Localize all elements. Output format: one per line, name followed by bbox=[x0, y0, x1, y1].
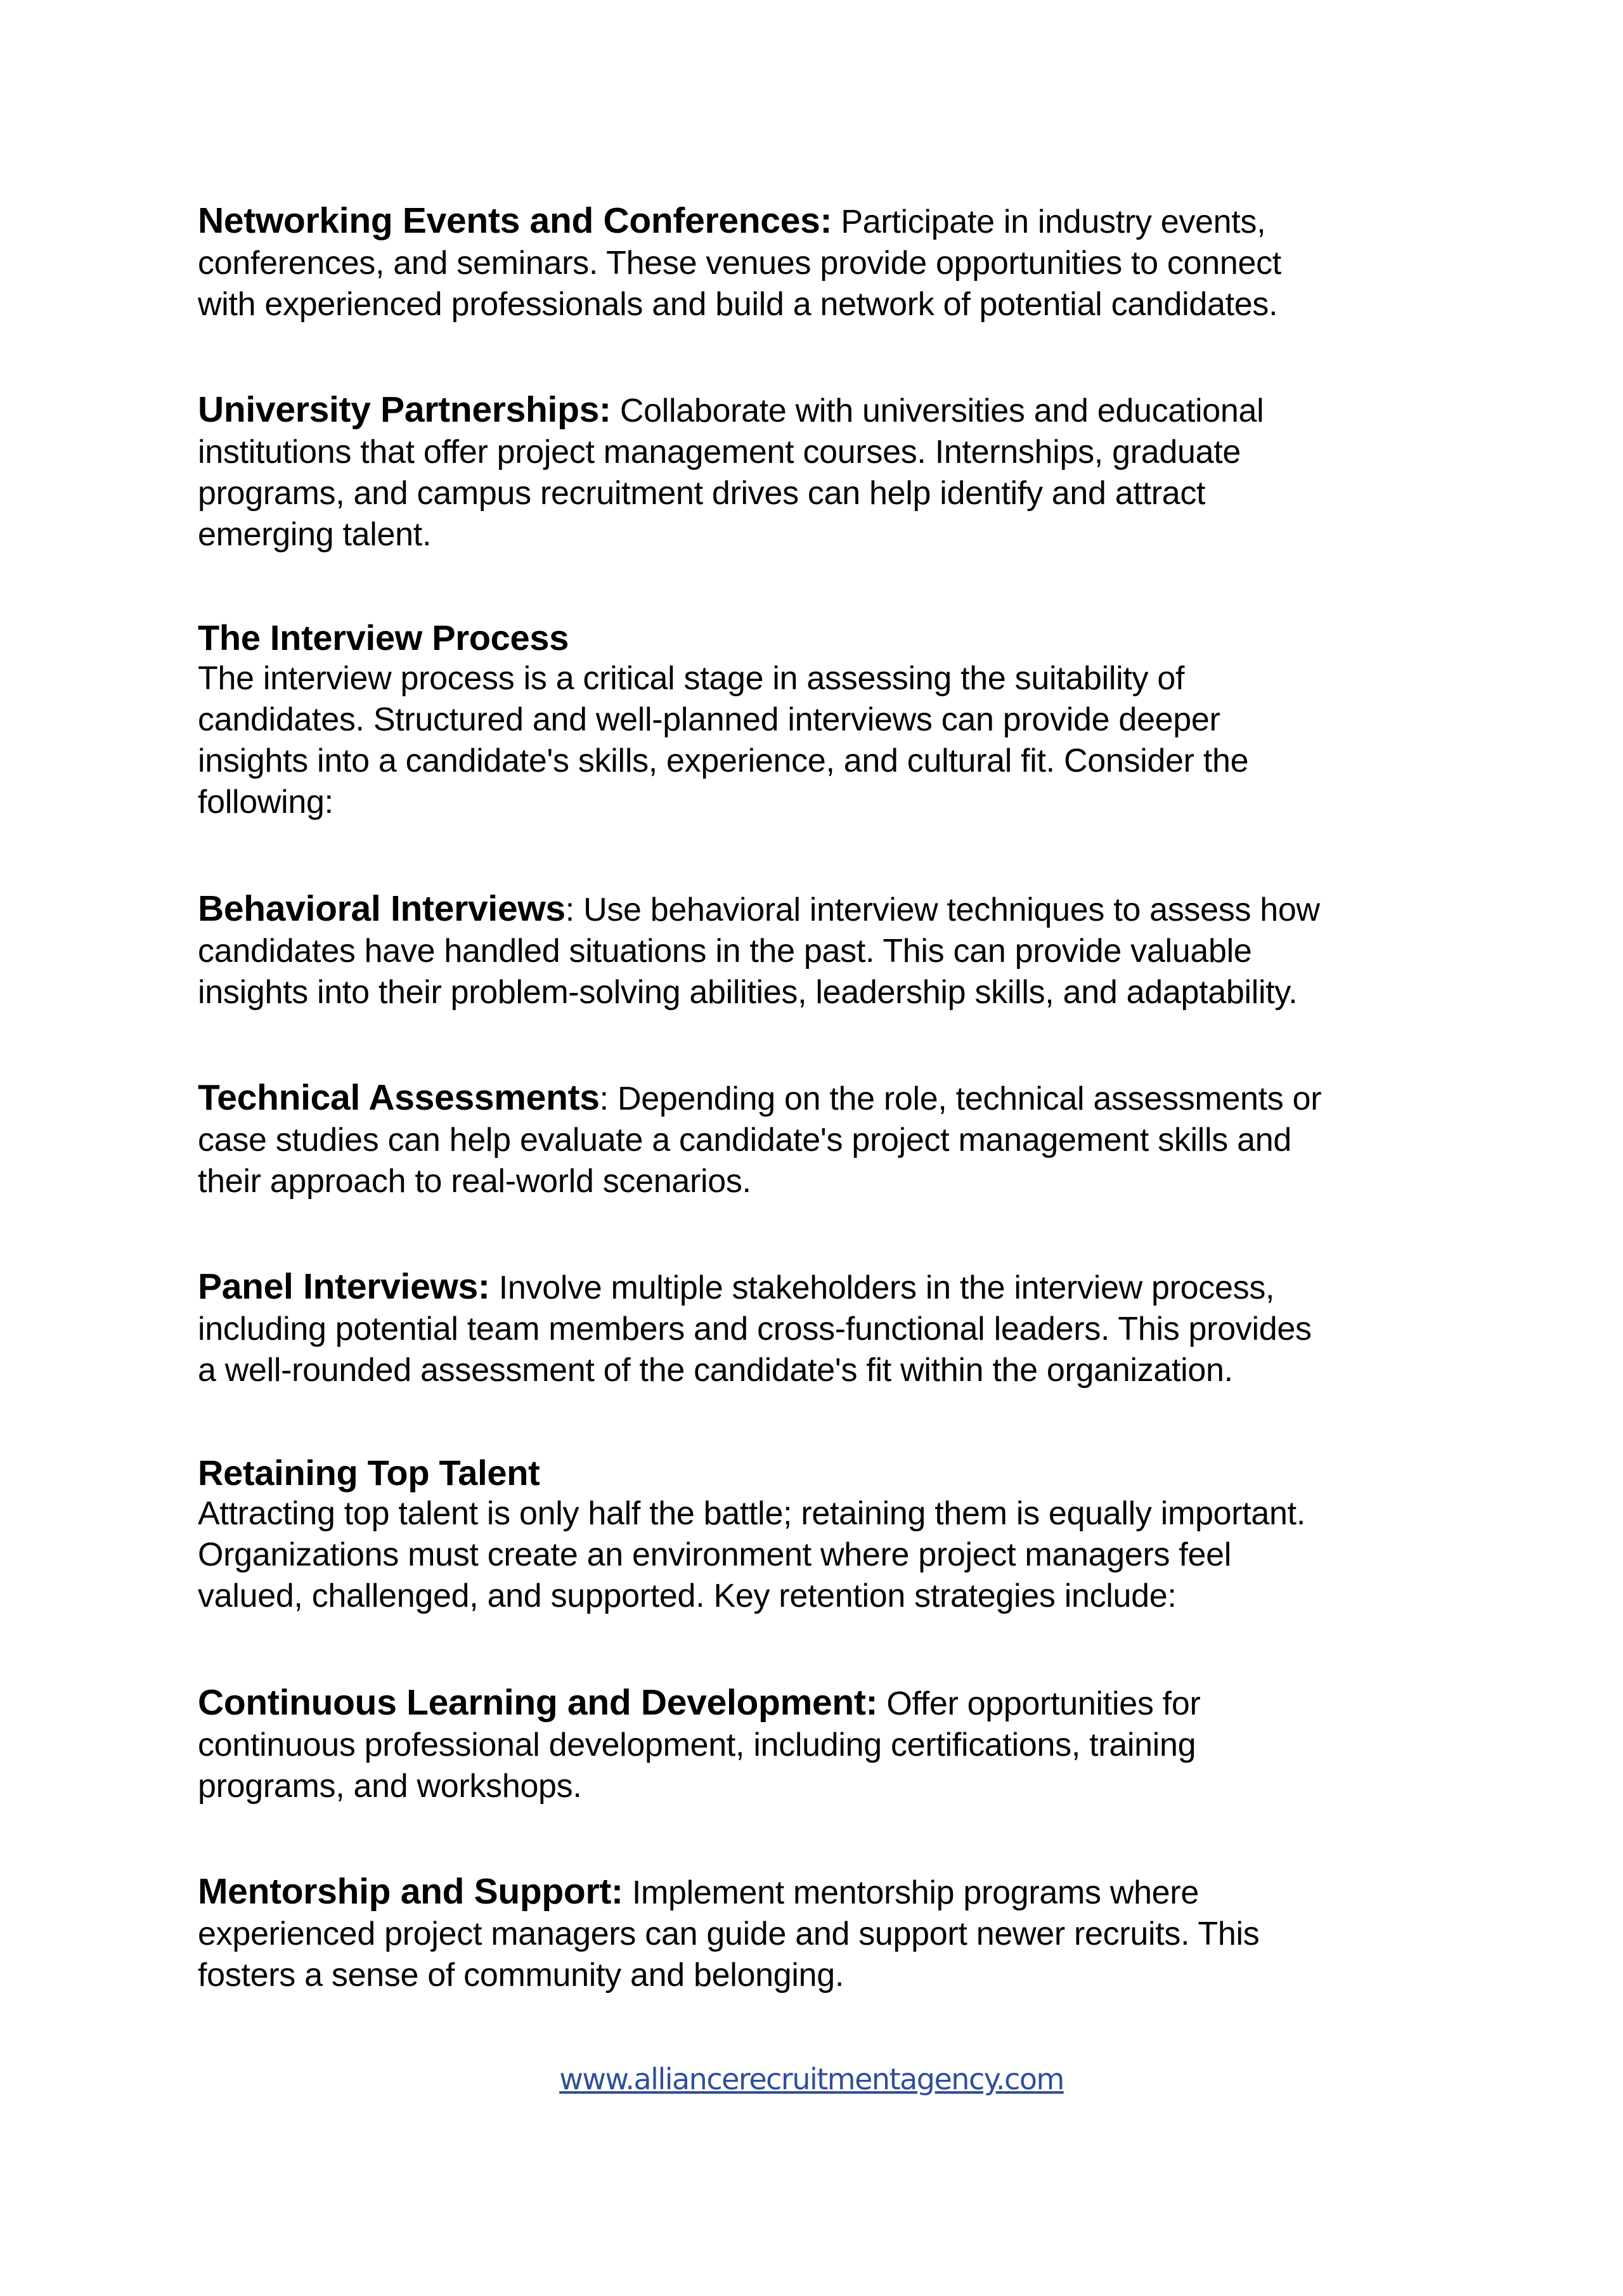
paragraph-lead: Mentorship and Support: bbox=[198, 1871, 623, 1912]
paragraph-text: : Use behavioral interview techniques to assess how candidates have handled situations in the past. This can provide valuable insights into their problem-solving abilities, leadership skills, and adaptability. bbox=[198, 892, 1320, 1011]
section-heading: Retaining Top Talent bbox=[198, 1453, 540, 1493]
footer bbox=[0, 2062, 1623, 2096]
paragraph-behavioral-interviews bbox=[198, 888, 1320, 1013]
paragraph-text: Implement mentorship programs where experienced project managers can guide and support newer recruits. This fosters a sense of community and belonging. bbox=[198, 1874, 1260, 1994]
section-interview-process bbox=[198, 617, 1248, 823]
paragraph-university-partnerships bbox=[198, 389, 1264, 555]
section-text: Attracting top talent is only half the battle; retaining them is equally important. Organizations must create an environment where project managers feel valued, challenged, and supported. Key retention strategies include: bbox=[198, 1495, 1305, 1614]
section-text: The interview process is a critical stage in assessing the suitability of candidates. Structured and well-planned interviews can provide deeper insights into a candidate's skills, experience, and cultural fit. Consider the following: bbox=[198, 660, 1249, 820]
paragraph-lead: University Partnerships: bbox=[198, 389, 611, 430]
paragraph-mentorship-support bbox=[198, 1871, 1259, 1996]
paragraph-continuous-learning bbox=[198, 1682, 1200, 1807]
section-heading: The Interview Process bbox=[198, 618, 569, 658]
website-link[interactable]: www.alliancerecruitmentagency.com bbox=[559, 2062, 1064, 2096]
paragraph-networking-events bbox=[198, 200, 1281, 325]
paragraph-text: Participate in industry events, conferences, and seminars. These venues provide opportunities to connect with experienced professionals and build a network of potential candidates. bbox=[198, 204, 1281, 323]
section-retaining-top-talent bbox=[198, 1452, 1305, 1617]
paragraph-lead: Behavioral Interviews bbox=[198, 888, 566, 929]
paragraph-lead: Panel Interviews: bbox=[198, 1266, 490, 1307]
paragraph-text: Involve multiple stakeholders in the interview process, including potential team members and cross-functional leaders. This provides a well-rounded assessment of the candidate's fit within the organization. bbox=[198, 1269, 1312, 1389]
paragraph-lead: Technical Assessments bbox=[198, 1077, 600, 1118]
paragraph-lead: Continuous Learning and Development: bbox=[198, 1682, 878, 1723]
paragraph-lead: Networking Events and Conferences: bbox=[198, 200, 832, 241]
paragraph-text: : Depending on the role, technical assessments or case studies can help evaluate a candidate's project management skills and their approach to real-world scenarios. bbox=[198, 1080, 1322, 1200]
paragraph-text: Offer opportunities for continuous professional development, including certifications, training programs, and workshops. bbox=[198, 1685, 1201, 1805]
paragraph-technical-assessments bbox=[198, 1077, 1321, 1202]
paragraph-panel-interviews bbox=[198, 1266, 1312, 1391]
paragraph-text: Collaborate with universities and educational institutions that offer project management courses. Internships, graduate programs, and campus recruitment drives can help identify and attract emerging talent. bbox=[198, 392, 1264, 553]
